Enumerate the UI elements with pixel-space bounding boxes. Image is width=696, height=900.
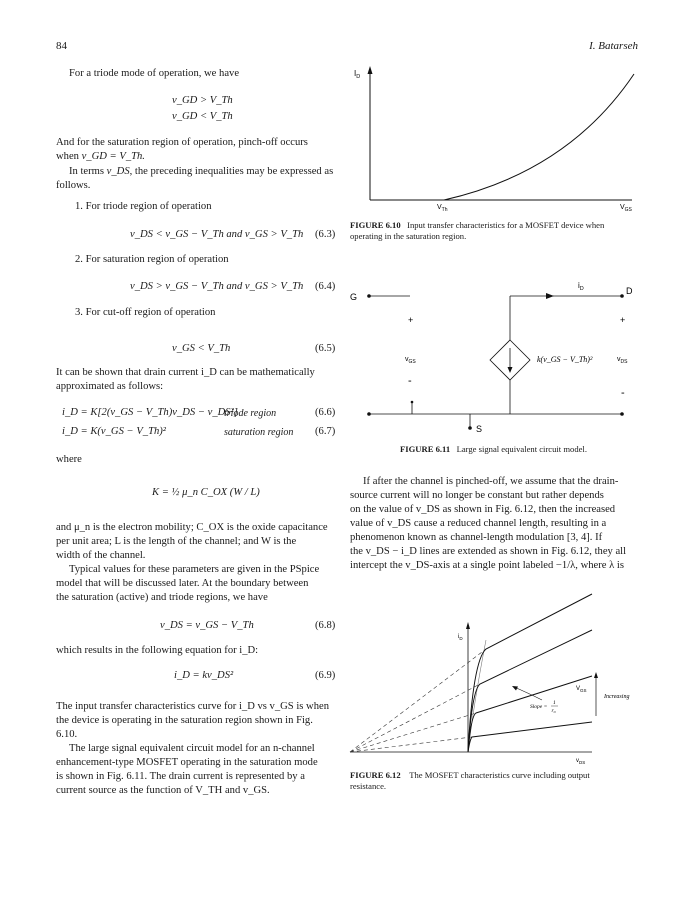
gate-label: G [350,292,358,302]
drain-label: D [626,286,633,296]
figure-6-10-caption-number: FIGURE 6.10 [350,220,401,230]
paragraph-pinch-f: the v_DS − i_D lines are extended as shown in Fig. 6.12, they all [350,546,627,557]
vgs-minus: - [408,375,412,387]
paragraph-model-a: The large signal equivalent circuit model for an n-channel [69,743,315,754]
equation-6-4: v_DS > v_GS − V_Th and v_GS > V_Th [130,281,304,292]
paragraph-transfer-b: the device is operating in the saturation region shown in Fig. [56,715,313,726]
paragraph-model-c: is shown in Fig. 6.11. The drain current is represented by a [56,771,305,782]
bottom-right-terminal [620,412,624,416]
equation-K: K = ½ μ_n C_OX (W / L) [152,487,260,498]
increasing-arrow-head [594,672,598,678]
paragraph-saturation-b [56,150,145,164]
figure-6-12-caption [350,770,642,792]
equation-6-7: i_D = K(v_GS − V_Th)² [62,426,166,437]
figure-6-11-caption-number: FIGURE 6.11 [400,444,451,454]
paragraph-transfer-a: The input transfer characteristics curve for i_D vs v_GS is when [56,701,330,712]
equation-6-6-region: triode region [224,408,277,419]
paragraph-params-c: width of the channel. [56,550,146,561]
inequality-1-text: v_GD > V_Th [172,95,233,106]
vds-minus: - [621,387,625,399]
slope-label: Slope = [530,704,548,710]
vds-label: $v_{DS}$ [617,356,628,365]
paragraph-results: which results in the following equation for i_D: [56,645,259,656]
bottom-left-terminal [367,412,371,416]
vth-label: $V_{Th}$ [437,204,448,212]
y-axis-arrow [466,622,470,629]
paragraph-model-b: enhancement-type MOSFET operating in the saturation mode [56,757,318,768]
paragraph-pinch-e: phenomenon known as channel-length modulation [3, 4]. If [350,532,603,543]
paragraph-terms-a [69,165,333,179]
p2b-eq: v_GD = V_Th. [81,151,145,162]
equation-6-8-number: (6.8) [315,620,336,631]
paragraph-pinch-g: intercept the v_DS-axis at a single point labeled −1/λ, where λ is [350,560,624,571]
slope-numerator: 1 [553,700,556,706]
paragraph-terms-b: follows. [56,180,91,191]
paragraph-pinch-c: on the value of v_DS as shown in Fig. 6.12, then the increased [350,504,616,515]
figure-6-11-caption [400,444,587,455]
characteristic-curve [468,722,592,752]
p2b-prefix: when [56,151,82,162]
equation-6-8: v_DS = v_GS − V_Th [160,620,254,631]
vgs-label: $V_{GS}$ [576,686,587,693]
vgs-label: $v_{GS}$ [405,356,416,365]
drain-terminal [620,294,624,298]
vds-plus: + [620,315,626,325]
figure-6-10-caption-line1: Input transfer characteristics for a MOSFET device when [407,220,605,230]
equation-6-5-number: (6.5) [315,343,336,354]
figure-6-11-circuit [346,278,646,468]
list-item-2: 2. For saturation region of operation [75,254,229,265]
inequality-1 [172,95,233,106]
figure-6-12-caption-line2: resistance. [350,781,387,791]
paragraph-params-b: per unit area; L is the length of the channel; and W is the [56,536,297,547]
x-axis-label: $v_{DS}$ [576,758,586,765]
source-terminal [468,426,472,430]
figure-6-12-plot [346,592,646,768]
characteristic-curve [468,594,592,752]
extension-lines [350,649,486,752]
equation-6-7-number: (6.7) [315,426,336,437]
paragraph-pspice-c: the saturation (active) and triode regions, we have [56,592,268,603]
equation-6-9-number: (6.9) [315,670,336,681]
paragraph-saturation-a: And for the saturation region of operation, pinch-off occurs [56,137,308,148]
paragraph-pinch-b: source current will no longer be constant but rather depends [350,490,604,501]
extension-line [350,649,486,752]
vgs-node [411,401,414,404]
page-number: 84 [56,40,67,52]
source-label: S [476,424,483,434]
running-author: I. Batarseh [589,40,638,52]
paragraph-drain-a: It can be shown that drain current i_D can be mathematically [56,367,315,378]
inequality-2-text: v_GD < V_Th [172,111,233,122]
paragraph-drain-b: approximated as follows: [56,381,164,392]
inequality-2 [172,111,233,122]
figure-6-10-caption-line2: operating in the saturation region. [350,231,467,241]
y-axis-arrow [368,66,373,74]
paragraph-pspice-b: model that will be discussed later. At the boundary between [56,578,309,589]
figure-6-10-caption [350,220,642,242]
current-arrow [546,293,554,299]
source-inner-arrow-head [508,367,513,373]
figure-6-11-caption-text: Large signal equivalent circuit model. [456,444,587,454]
equation-6-7-region: saturation region [224,427,294,438]
paragraph-transfer-c: 6.10. [56,729,78,740]
figure-6-12-caption-number: FIGURE 6.12 [350,770,401,780]
paragraph-params-a: and μ_n is the electron mobility; C_OX is the oxide capacitance [56,522,328,533]
y-axis-label: $i_D$ [458,634,463,641]
x-axis-label: $V_{GS}$ [620,204,632,212]
equation-6-3: v_DS < v_GS − V_Th and v_GS > V_Th [130,229,304,240]
equation-6-9: i_D = kv_DS² [174,670,234,681]
extension-line [350,737,472,752]
list-item-3: 3. For cut-off region of operation [75,307,216,318]
figure-6-12-caption-line1: The MOSFET characteristics curve including output [409,770,590,780]
slope-pointer-head [512,686,518,691]
equation-6-6-number: (6.6) [315,407,336,418]
equation-6-6: i_D = K[2(v_GS − V_Th)v_DS − v_DS²] [62,407,238,418]
equation-6-3-number: (6.3) [315,229,336,240]
transfer-curve [444,74,634,200]
source-expression: k(v_GS − V_Th)² [537,355,593,364]
paragraph-pspice-a: Typical values for these parameters are given in the PSpice [69,564,320,575]
equation-6-5: v_GS < V_Th [172,343,231,354]
vgs-plus: + [408,315,414,325]
paragraph-pinch-a: If after the channel is pinched-off, we assume that the drain- [363,476,619,487]
p3a-suffix: , the preceding inequalities may be expressed as [129,166,334,177]
paragraph-pinch-d: value of v_DS cause a reduced channel length, resulting in a [350,518,607,529]
paragraph-model-d: current source as the function of V_TH and v_GS. [56,785,270,796]
p3a-prefix: In terms [69,166,107,177]
paragraph-triode-intro: For a triode mode of operation, we have [69,68,240,79]
y-axis-label: $I_D$ [354,69,361,80]
characteristic-curves [468,594,592,752]
increasing-label: Increasing [604,694,630,700]
word-where: where [56,454,82,465]
list-item-1: 1. For triode region of operation [75,201,212,212]
drain-current-label: $i_D$ [578,281,584,292]
p3a-eq: v_DS [106,166,130,177]
equation-6-4-number: (6.4) [315,281,336,292]
figure-6-10-plot [348,62,640,212]
characteristic-curve [468,676,592,752]
slope-denominator: ro [551,708,556,714]
